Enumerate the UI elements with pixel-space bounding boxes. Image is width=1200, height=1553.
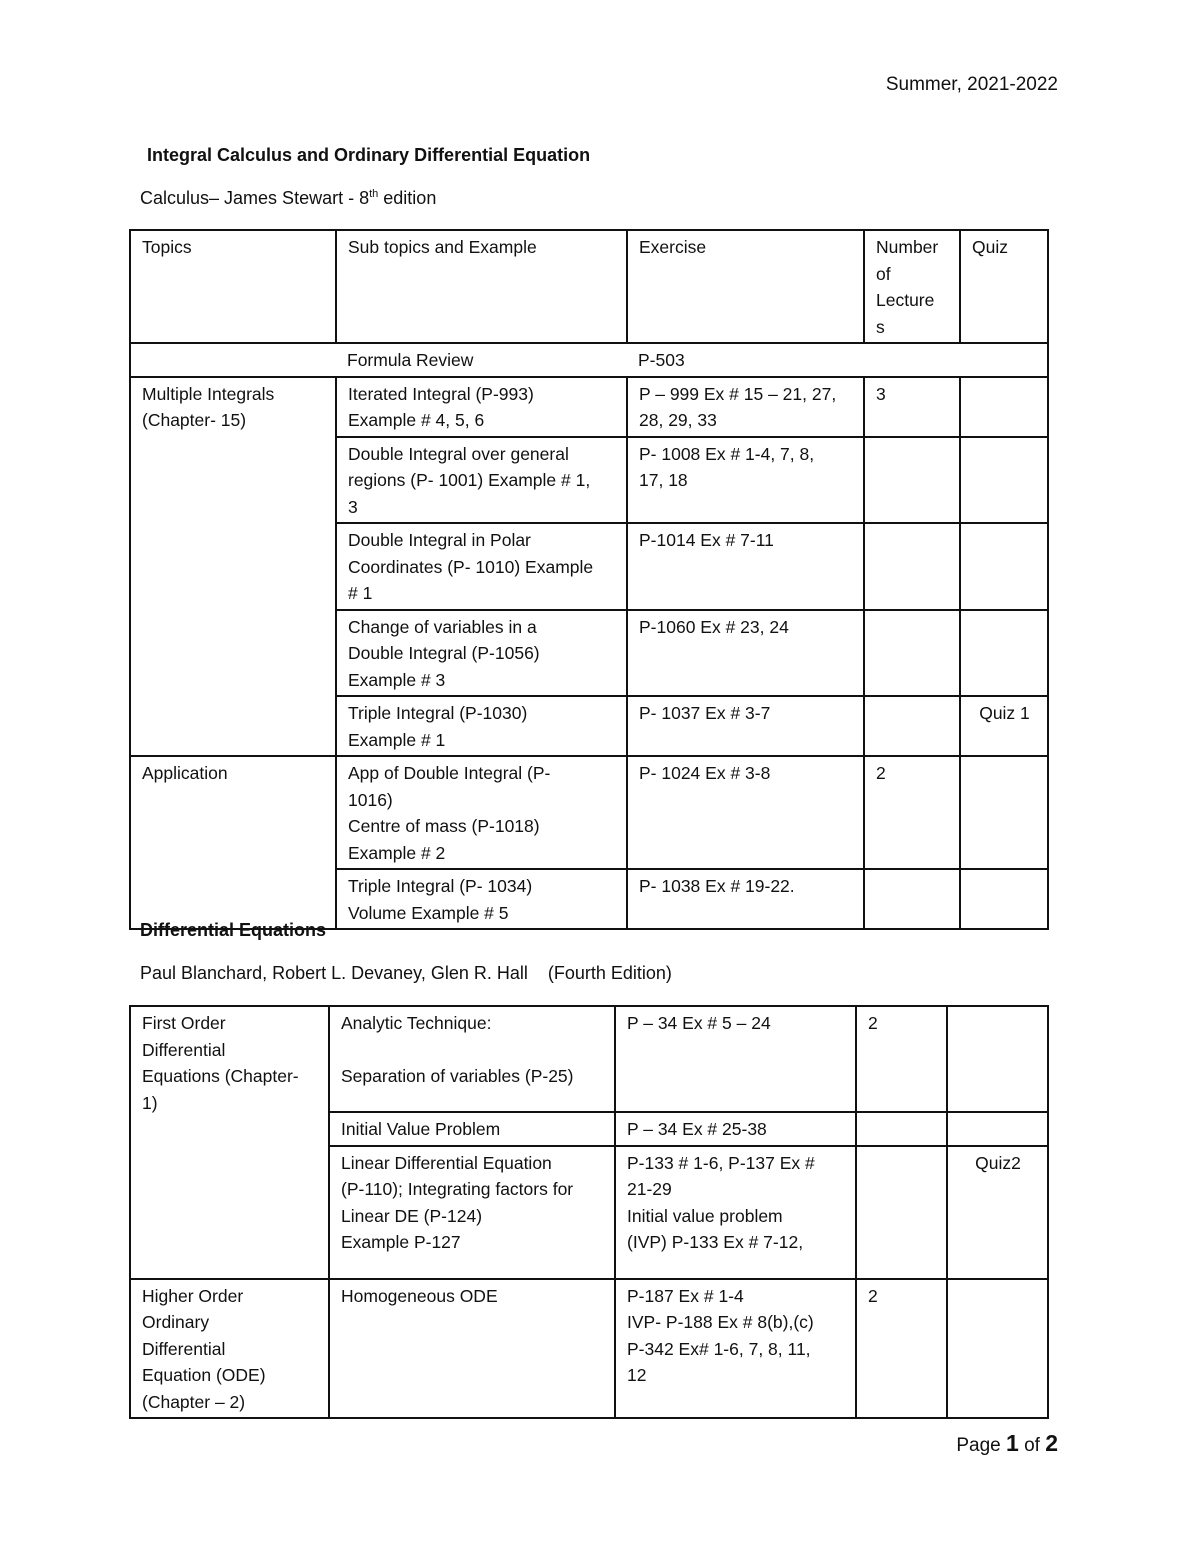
lectures-cell: 2 (864, 756, 960, 869)
quiz-cell (960, 869, 1048, 929)
col-header-topics: Topics (130, 230, 336, 343)
book-prefix: Calculus– James Stewart - 8 (140, 188, 370, 208)
table-row (130, 756, 1048, 869)
exercise-cell: P-1014 Ex # 7-11 (627, 523, 864, 610)
quiz-cell (960, 377, 1048, 437)
topic-cell: Multiple Integrals (Chapter- 15) (130, 377, 336, 757)
calculus-syllabus-table (129, 229, 1049, 930)
quiz-cell: Quiz2 (947, 1146, 1048, 1279)
table-row (130, 1279, 1048, 1419)
lectures-cell (864, 523, 960, 610)
subtopic-cell: Formula Review (336, 343, 627, 377)
exercise-cell: P- 1037 Ex # 3-7 (627, 696, 864, 756)
subtopic-cell: Double Integral in Polar Coordinates (P- 1010) Example # 1 (336, 523, 627, 610)
page-number-footer (956, 1430, 1058, 1457)
textbook-reference-de: Paul Blanchard, Robert L. Devaney, Glen R. Hall (Fourth Edition) (140, 963, 672, 983)
page-prefix: Page (956, 1435, 1006, 1456)
subtopic-cell: App of Double Integral (P- 1016) Centre of mass (P-1018) Example # 2 (336, 756, 627, 869)
exercise-cell: P-133 # 1-6, P-137 Ex # 21-29 Initial value problem (IVP) P-133 Ex # 7-12, (615, 1146, 856, 1279)
book-suffix: edition (378, 188, 437, 208)
page-header-term: Summer, 2021-2022 (885, 74, 1058, 95)
subtopic-cell: Homogeneous ODE (329, 1279, 615, 1419)
quiz-cell (960, 523, 1048, 610)
table-header-row (130, 230, 1048, 343)
col-header-exercise: Exercise (627, 230, 864, 343)
section-title-calculus: Integral Calculus and Ordinary Differential Equation (147, 145, 591, 165)
quiz-cell (960, 610, 1048, 697)
subtopic-cell: Linear Differential Equation (P-110); Integrating factors for Linear DE (P-124) Example P-127 (329, 1146, 615, 1279)
lectures-cell: 2 (856, 1279, 947, 1419)
differential-equations-table (129, 1005, 1049, 1419)
table-row-formula-review (130, 343, 1048, 377)
page-total: 2 (1045, 1430, 1058, 1456)
col-header-quiz: Quiz (960, 230, 1048, 343)
textbook-reference-calculus (140, 188, 436, 209)
lectures-cell (864, 610, 960, 697)
lectures-cell (864, 869, 960, 929)
col-header-lectures: Number of Lecture s (864, 230, 960, 343)
subtopic-cell: Triple Integral (P-1030) Example # 1 (336, 696, 627, 756)
exercise-cell: P- 1008 Ex # 1-4, 7, 8, 17, 18 (627, 437, 864, 524)
lectures-cell: 2 (856, 1006, 947, 1112)
exercise-cell: P-187 Ex # 1-4 IVP- P-188 Ex # 8(b),(c) P-342 Ex# 1-6, 7, 8, 11, 12 (615, 1279, 856, 1419)
page-current: 1 (1006, 1430, 1019, 1456)
subtopic-cell: Initial Value Problem (329, 1112, 615, 1146)
col-header-subtopics: Sub topics and Example (336, 230, 627, 343)
quiz-cell (960, 437, 1048, 524)
exercise-cell: P – 999 Ex # 15 – 21, 27, 28, 29, 33 (627, 377, 864, 437)
section-title-differential-equations: Differential Equations (140, 920, 327, 940)
table-row (130, 1006, 1048, 1112)
subtopic-cell: Iterated Integral (P-993) Example # 4, 5, 6 (336, 377, 627, 437)
table-row (130, 377, 1048, 437)
exercise-cell: P – 34 Ex # 25-38 (615, 1112, 856, 1146)
empty-cell (130, 343, 336, 377)
subtopic-cell: Triple Integral (P- 1034) Volume Example # 5 (336, 869, 627, 929)
quiz-cell (960, 756, 1048, 869)
subtopic-cell: Double Integral over general regions (P- 1001) Example # 1, 3 (336, 437, 627, 524)
exercise-cell: P- 1024 Ex # 3-8 (627, 756, 864, 869)
quiz-cell (947, 1006, 1048, 1112)
quiz-cell (947, 1112, 1048, 1146)
exercise-cell: P-1060 Ex # 23, 24 (627, 610, 864, 697)
lectures-cell (864, 437, 960, 524)
subtopic-cell: Analytic Technique: Separation of variables (P-25) (329, 1006, 615, 1112)
topic-cell: Higher Order Ordinary Differential Equation (ODE) (Chapter – 2) (130, 1279, 329, 1419)
lectures-cell (864, 696, 960, 756)
lectures-cell (856, 1146, 947, 1279)
exercise-cell: P-503 (627, 343, 1048, 377)
topic-cell: Application (130, 756, 336, 929)
subtopic-cell: Change of variables in a Double Integral (P-1056) Example # 3 (336, 610, 627, 697)
page-of: of (1018, 1435, 1046, 1456)
exercise-cell: P- 1038 Ex # 19-22. (627, 869, 864, 929)
lectures-cell: 3 (864, 377, 960, 437)
exercise-cell: P – 34 Ex # 5 – 24 (615, 1006, 856, 1112)
book-superscript: th (369, 188, 379, 200)
lectures-cell (856, 1112, 947, 1146)
topic-cell: First Order Differential Equations (Chapter- 1) (130, 1006, 329, 1279)
quiz-cell (947, 1279, 1048, 1419)
quiz-cell: Quiz 1 (960, 696, 1048, 756)
